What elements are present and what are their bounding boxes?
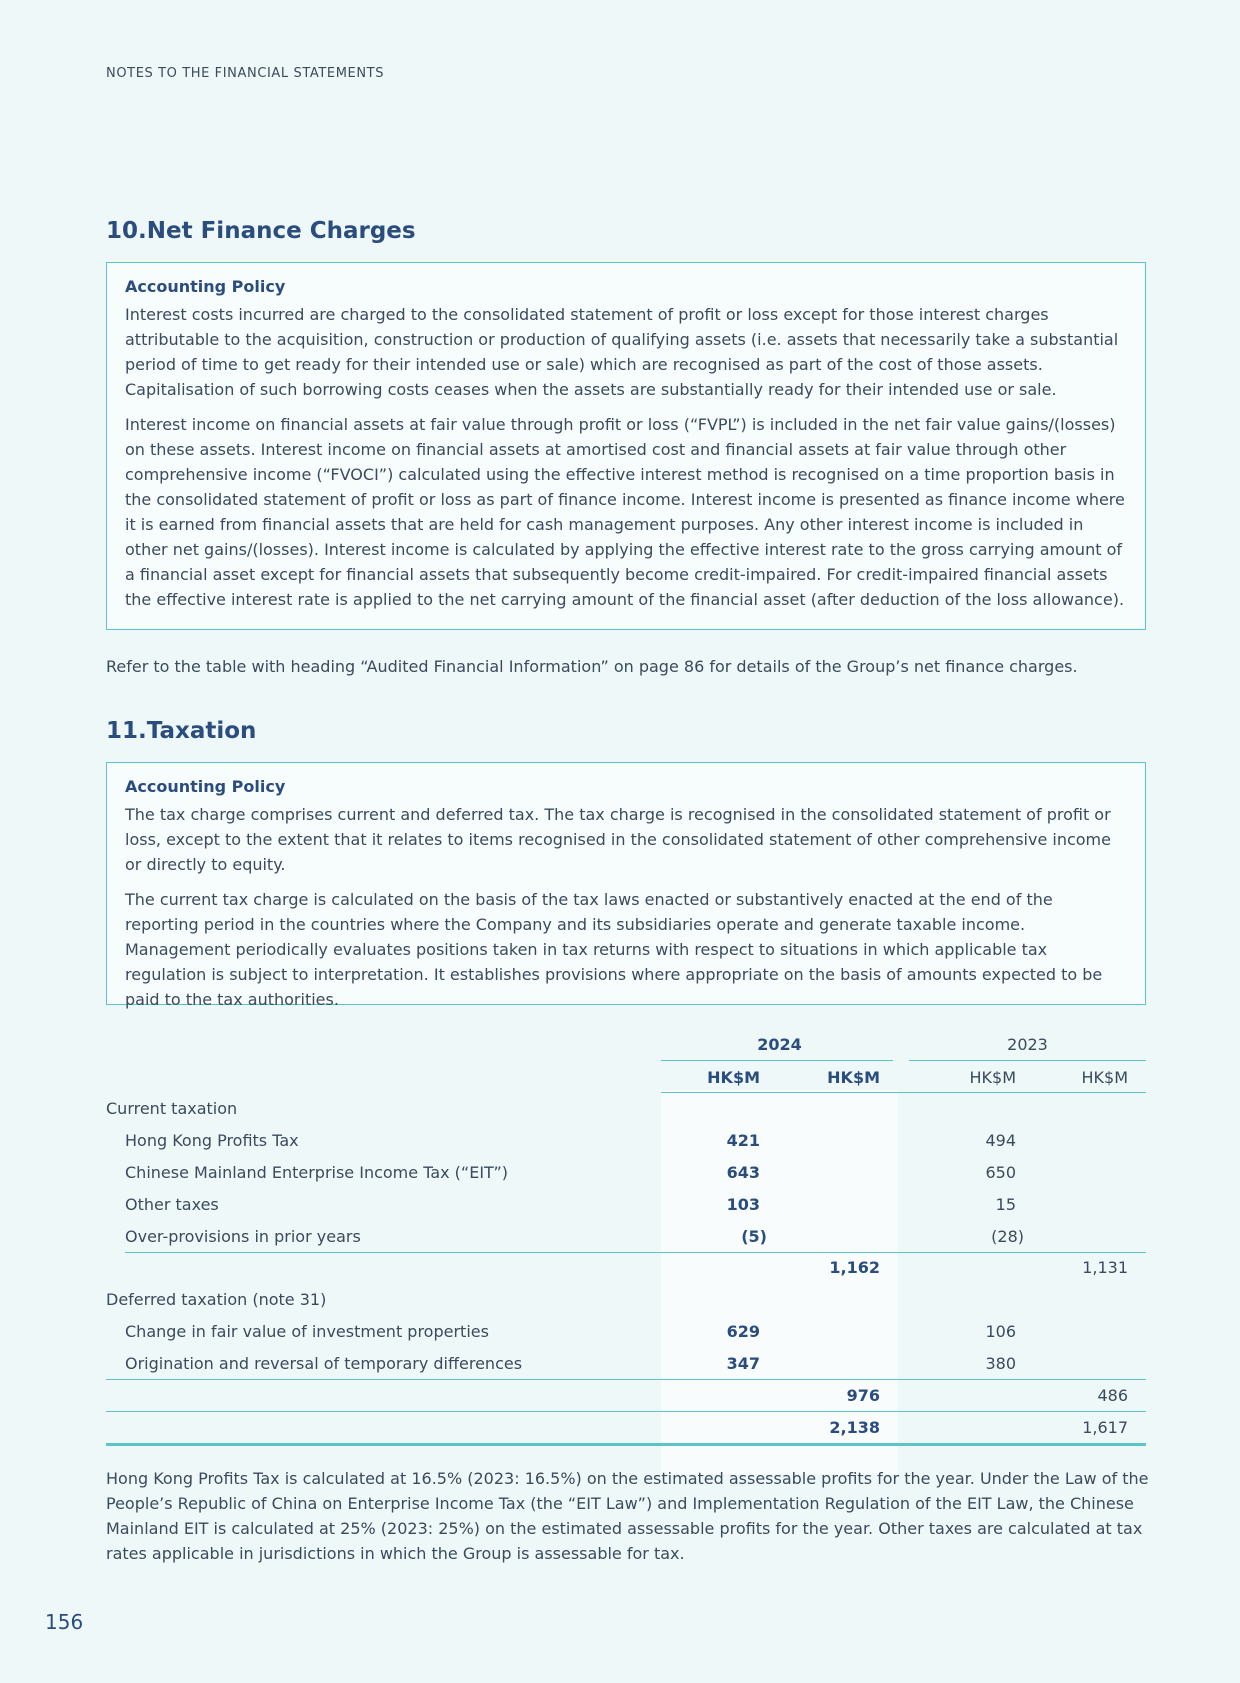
- value-2024: 347: [726, 1354, 760, 1373]
- value-2023: 494: [985, 1131, 1016, 1150]
- table-row: [106, 1348, 1146, 1380]
- year-underline-2023: [909, 1060, 1146, 1061]
- year-underline-2024: [661, 1060, 893, 1061]
- section-10-reference: Refer to the table with heading “Audited Financial Information” on page 86 for details of the Group’s net finance charges.: [106, 657, 1078, 676]
- value-2024: 629: [726, 1322, 760, 1341]
- value-2023: (28): [991, 1227, 1024, 1246]
- value-2023: 106: [985, 1322, 1016, 1341]
- row-label: Chinese Mainland Enterprise Income Tax (“EIT”): [125, 1163, 508, 1182]
- table-row: [106, 1189, 1146, 1221]
- policy-paragraph: The tax charge comprises current and deferred tax. The tax charge is recognised in the consolidated statement of profit or loss, except to the extent that it relates to items recognised in the consolidated statement of other comprehensive income or directly to equity.: [125, 805, 1111, 874]
- value-2024: (5): [741, 1227, 767, 1246]
- value-2024: 643: [726, 1163, 760, 1182]
- policy-paragraph: Interest costs incurred are charged to the consolidated statement of profit or loss except for those interest charges attributable to the acquisition, construction or production of qualifying assets (i.e. assets that necessarily take a substantial period of time to get ready for their intended use or sale) which are recognised as part of the cost of those assets. Capitalisation of such borrowing costs ceases when the assets are substantially ready for their intended use or sale.: [125, 305, 1119, 399]
- table-row: [106, 1093, 1146, 1125]
- section-10-title: 10.Net Finance Charges: [106, 218, 416, 244]
- table-row: [106, 1284, 1146, 1316]
- section-10-policy-box: [106, 262, 1146, 630]
- value-2024: 103: [726, 1195, 760, 1214]
- value-2024: 421: [726, 1131, 760, 1150]
- policy-paragraph: The current tax charge is calculated on the basis of the tax laws enacted or substantively enacted at the end of the reporting period in the countries where the Company and its subsidiaries operate and generate taxable income. Management periodically evaluates positions taken in tax returns with respect to situations in which applicable tax regulation is subject to interpretation. It establishes provisions where appropriate on the basis of amounts expected to be paid to the tax authorities.: [125, 890, 1103, 1009]
- value-2023: 380: [985, 1354, 1016, 1373]
- total-2023: 1,617: [1082, 1418, 1128, 1437]
- currency-header: HK$M: [707, 1068, 760, 1087]
- table-row: [106, 1157, 1146, 1189]
- row-heading: Deferred taxation (note 31): [106, 1290, 327, 1309]
- row-label: Hong Kong Profits Tax: [125, 1131, 299, 1150]
- currency-header: HK$M: [1081, 1068, 1128, 1087]
- table-row: [106, 1316, 1146, 1348]
- running-header: NOTES TO THE FINANCIAL STATEMENTS: [106, 66, 385, 81]
- policy-heading: Accounting Policy: [125, 277, 286, 296]
- taxation-footnote: Hong Kong Profits Tax is calculated at 16.5% (2023: 16.5%) on the estimated assessable profits for the year. Under the Law of the People’s Republic of China on Enterprise Income Tax (the “EIT Law”) and Implementation Regulation of the EIT Law, the Chinese Mainland EIT is calculated at 25% (2023: 25%) on the estimated assessable profits for the year. Other taxes are calculated at tax rates applicable in jurisdictions in which the Group is assessable for tax.: [106, 1469, 1149, 1563]
- policy-paragraph: Interest income on financial assets at fair value through profit or loss (“FVPL”) is included in the net fair value gains/(losses) on these assets. Interest income on financial assets at amortised cost and financial assets at fair value through other comprehensive income (“FVOCI”) calculated using the effective interest method is recognised on a time proportion basis in the consolidated statement of profit or loss as part of finance income. Interest income is presented as finance income where it is earned from financial assets that are held for cash management purposes. Any other interest income is included in other net gains/(losses). Interest income is calculated by applying the effective interest rate to the gross carrying amount of a financial asset except for financial assets that subsequently become credit-impaired. For credit-impaired financial assets the effective interest rate is applied to the net carrying amount of the financial asset (after deduction of the loss allowance).: [125, 415, 1125, 609]
- subtotal-row: [106, 1252, 1146, 1284]
- table-row: [106, 1221, 1146, 1253]
- row-label: Over-provisions in prior years: [125, 1227, 361, 1246]
- currency-header: HK$M: [969, 1068, 1016, 1087]
- currency-header: HK$M: [827, 1068, 880, 1087]
- subtotal-2023: 1,131: [1082, 1258, 1128, 1277]
- value-2023: 650: [985, 1163, 1016, 1182]
- table-row: [106, 1125, 1146, 1157]
- total-double-rule: [106, 1443, 1146, 1446]
- currency-header-row: [106, 1062, 1146, 1094]
- subtotal-2024: 976: [846, 1386, 880, 1405]
- total-2024: 2,138: [829, 1418, 880, 1437]
- row-label: Change in fair value of investment properties: [125, 1322, 489, 1341]
- section-11-policy-box: [106, 762, 1146, 1009]
- year-header-2023: 2023: [1007, 1035, 1048, 1054]
- year-header-2024: 2024: [757, 1035, 802, 1054]
- section-11-title: 11.Taxation: [106, 718, 257, 744]
- policy-heading: Accounting Policy: [125, 777, 286, 796]
- page-number: 156: [45, 1610, 84, 1634]
- subtotal-2023: 486: [1097, 1386, 1128, 1405]
- subtotal-2024: 1,162: [829, 1258, 880, 1277]
- total-row: [106, 1412, 1146, 1444]
- value-2023: 15: [995, 1195, 1016, 1214]
- subtotal-row: [106, 1380, 1146, 1412]
- row-label: Other taxes: [125, 1195, 219, 1214]
- row-heading: Current taxation: [106, 1099, 238, 1118]
- row-label: Origination and reversal of temporary differences: [125, 1354, 523, 1373]
